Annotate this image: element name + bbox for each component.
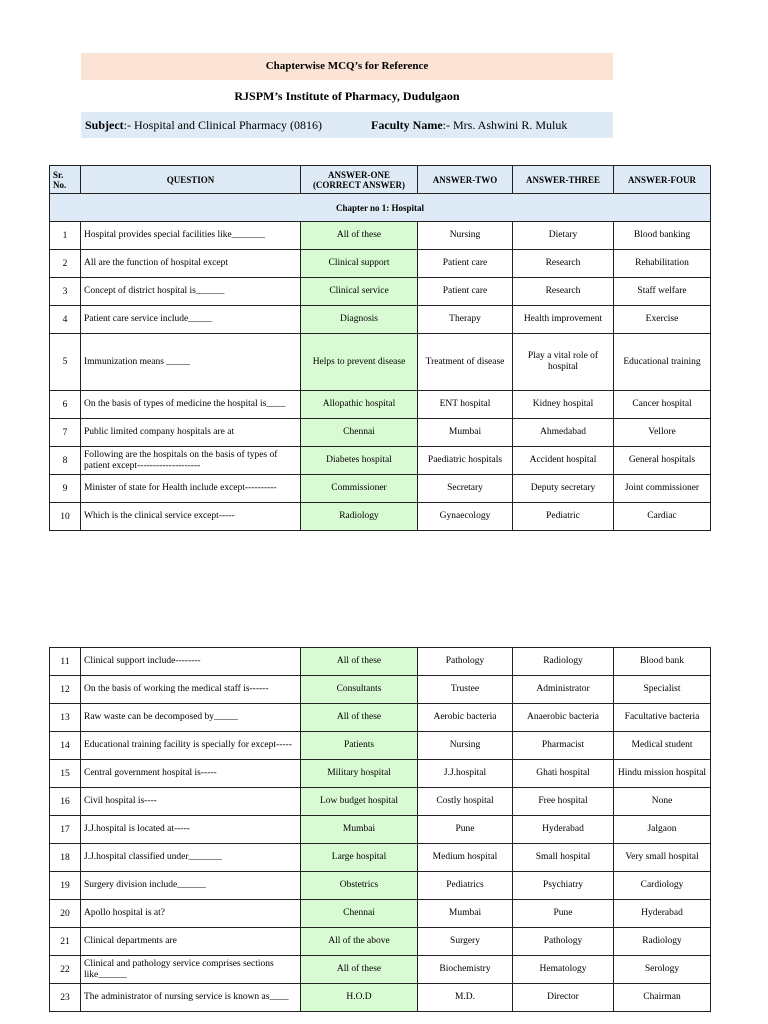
chapter-heading: Chapter no 1: Hospital xyxy=(50,194,711,222)
answer-two: Pune xyxy=(418,816,513,844)
question-row xyxy=(50,334,711,391)
answer-three: Radiology xyxy=(513,648,614,676)
question-row xyxy=(50,956,711,984)
question-text: Hospital provides special facilities like_______ xyxy=(81,222,301,250)
answer-three: Accident hospital xyxy=(513,447,614,475)
question-row xyxy=(50,222,711,250)
answer-three: Research xyxy=(513,278,614,306)
header-sr-no: Sr. No. xyxy=(50,166,81,194)
question-text: The administrator of nursing service is known as____ xyxy=(81,984,301,1012)
question-row xyxy=(50,648,711,676)
answer-one-correct: Diabetes hospital xyxy=(301,447,418,475)
answer-one-correct: Military hospital xyxy=(301,760,418,788)
answer-three: Small hospital xyxy=(513,844,614,872)
answer-two: Aerobic bacteria xyxy=(418,704,513,732)
question-number: 4 xyxy=(50,306,81,334)
question-text: All are the function of hospital except xyxy=(81,250,301,278)
question-number: 11 xyxy=(50,648,81,676)
subject-label: Subject xyxy=(85,118,124,132)
question-number: 8 xyxy=(50,447,81,475)
mcq-table-chapter-1 xyxy=(49,165,711,531)
answer-two: Paediatric hospitals xyxy=(418,447,513,475)
answer-two: ENT hospital xyxy=(418,391,513,419)
answer-three: Kidney hospital xyxy=(513,391,614,419)
question-row xyxy=(50,475,711,503)
answer-four: None xyxy=(614,788,711,816)
question-row xyxy=(50,816,711,844)
answer-one-correct: H.O.D xyxy=(301,984,418,1012)
faculty-label: Faculty Name xyxy=(371,118,443,132)
answer-four: Exercise xyxy=(614,306,711,334)
answer-two: Mumbai xyxy=(418,419,513,447)
answer-four: Radiology xyxy=(614,928,711,956)
answer-one-correct: Mumbai xyxy=(301,816,418,844)
answer-one-correct: All of the above xyxy=(301,928,418,956)
answer-two: Nursing xyxy=(418,732,513,760)
institute-name: RJSPM’s Institute of Pharmacy, Dudulgaon xyxy=(234,89,460,103)
answer-four: General hospitals xyxy=(614,447,711,475)
question-number: 22 xyxy=(50,956,81,984)
question-text: Central government hospital is----- xyxy=(81,760,301,788)
answer-one-correct: All of these xyxy=(301,704,418,732)
question-text: Minister of state for Health include except---------- xyxy=(81,475,301,503)
answer-one-correct: Consultants xyxy=(301,676,418,704)
answer-three: Psychiatry xyxy=(513,872,614,900)
answer-two: Pathology xyxy=(418,648,513,676)
answer-three: Pune xyxy=(513,900,614,928)
question-text: J.J.hospital is located at----- xyxy=(81,816,301,844)
answer-two: Nursing xyxy=(418,222,513,250)
question-text: Patient care service include_____ xyxy=(81,306,301,334)
question-number: 9 xyxy=(50,475,81,503)
question-row xyxy=(50,704,711,732)
answer-one-correct: Allopathic hospital xyxy=(301,391,418,419)
question-number: 2 xyxy=(50,250,81,278)
answer-four: Very small hospital xyxy=(614,844,711,872)
question-text: Following are the hospitals on the basis of types of patient except-------------------- xyxy=(81,447,301,475)
answer-one-correct: Commissioner xyxy=(301,475,418,503)
answer-two: Trustee xyxy=(418,676,513,704)
question-number: 15 xyxy=(50,760,81,788)
answer-three: Play a vital role of hospital xyxy=(513,334,614,391)
answer-two: Gynaecology xyxy=(418,503,513,531)
answer-two: Pediatrics xyxy=(418,872,513,900)
question-text: Which is the clinical service except----- xyxy=(81,503,301,531)
answer-four: Hyderabad xyxy=(614,900,711,928)
question-row xyxy=(50,844,711,872)
table-header-row xyxy=(50,166,711,194)
answer-two: Therapy xyxy=(418,306,513,334)
faculty-line xyxy=(371,112,567,138)
answer-three: Free hospital xyxy=(513,788,614,816)
answer-one-correct: Chennai xyxy=(301,419,418,447)
question-text: Immunization means _____ xyxy=(81,334,301,391)
question-number: 18 xyxy=(50,844,81,872)
answer-two: M.D. xyxy=(418,984,513,1012)
subject-line xyxy=(85,112,322,138)
question-text: Clinical and pathology service comprises sections like______ xyxy=(81,956,301,984)
answer-three: Hematology xyxy=(513,956,614,984)
answer-four: Vellore xyxy=(614,419,711,447)
question-number: 21 xyxy=(50,928,81,956)
answer-four: Jalgaon xyxy=(614,816,711,844)
answer-one-correct: Radiology xyxy=(301,503,418,531)
answer-one-correct: Large hospital xyxy=(301,844,418,872)
question-text: Civil hospital is---- xyxy=(81,788,301,816)
question-text: Surgery division include______ xyxy=(81,872,301,900)
chapter-heading-row xyxy=(50,194,711,222)
answer-three: Pathology xyxy=(513,928,614,956)
question-row xyxy=(50,984,711,1012)
question-number: 20 xyxy=(50,900,81,928)
question-row xyxy=(50,900,711,928)
question-text: Educational training facility is specially for except----- xyxy=(81,732,301,760)
answer-four: Cardiology xyxy=(614,872,711,900)
mcq-table-continued xyxy=(49,647,711,1012)
answer-two: Surgery xyxy=(418,928,513,956)
answer-two: Medium hospital xyxy=(418,844,513,872)
question-text: On the basis of types of medicine the hospital is____ xyxy=(81,391,301,419)
question-number: 17 xyxy=(50,816,81,844)
answer-one-correct: Low budget hospital xyxy=(301,788,418,816)
answer-two: Secretary xyxy=(418,475,513,503)
question-number: 13 xyxy=(50,704,81,732)
question-text: On the basis of working the medical staff is------ xyxy=(81,676,301,704)
subject-faculty-bar xyxy=(81,112,613,138)
answer-two: Mumbai xyxy=(418,900,513,928)
document-title: Chapterwise MCQ’s for Reference xyxy=(81,53,613,80)
answer-one-correct: All of these xyxy=(301,648,418,676)
answer-three: Pediatric xyxy=(513,503,614,531)
question-row xyxy=(50,278,711,306)
answer-two: Treatment of disease xyxy=(418,334,513,391)
answer-two: J.J.hospital xyxy=(418,760,513,788)
question-number: 12 xyxy=(50,676,81,704)
faculty-value: :- Mrs. Ashwini R. Muluk xyxy=(442,118,568,132)
question-row xyxy=(50,503,711,531)
question-text: J.J.hospital classified under_______ xyxy=(81,844,301,872)
answer-three: Hyderabad xyxy=(513,816,614,844)
answer-two: Patient care xyxy=(418,278,513,306)
question-number: 10 xyxy=(50,503,81,531)
header-answer-four: ANSWER-FOUR xyxy=(614,166,711,194)
question-row xyxy=(50,788,711,816)
header-answer-three: ANSWER-THREE xyxy=(513,166,614,194)
question-text: Clinical support include-------- xyxy=(81,648,301,676)
question-row xyxy=(50,447,711,475)
question-text: Public limited company hospitals are at xyxy=(81,419,301,447)
question-row xyxy=(50,391,711,419)
question-number: 7 xyxy=(50,419,81,447)
answer-two: Biochemistry xyxy=(418,956,513,984)
answer-three: Ghati hospital xyxy=(513,760,614,788)
header-question: QUESTION xyxy=(81,166,301,194)
answer-one-correct: Helps to prevent disease xyxy=(301,334,418,391)
answer-three: Health improvement xyxy=(513,306,614,334)
answer-four: Hindu mission hospital xyxy=(614,760,711,788)
answer-one-correct: Clinical support xyxy=(301,250,418,278)
question-row xyxy=(50,760,711,788)
answer-two: Costly hospital xyxy=(418,788,513,816)
answer-four: Chairman xyxy=(614,984,711,1012)
answer-four: Blood bank xyxy=(614,648,711,676)
question-text: Apollo hospital is at? xyxy=(81,900,301,928)
answer-one-correct: Obstetrics xyxy=(301,872,418,900)
answer-three: Administrator xyxy=(513,676,614,704)
subject-value: :- Hospital and Clinical Pharmacy (0816) xyxy=(123,118,322,132)
answer-one-correct: All of these xyxy=(301,222,418,250)
question-row xyxy=(50,250,711,278)
question-row xyxy=(50,732,711,760)
question-number: 1 xyxy=(50,222,81,250)
question-row xyxy=(50,928,711,956)
question-number: 6 xyxy=(50,391,81,419)
question-text: Concept of district hospital is______ xyxy=(81,278,301,306)
answer-three: Ahmedabad xyxy=(513,419,614,447)
question-text: Clinical departments are xyxy=(81,928,301,956)
question-number: 23 xyxy=(50,984,81,1012)
header-answer-two: ANSWER-TWO xyxy=(418,166,513,194)
question-number: 5 xyxy=(50,334,81,391)
question-row xyxy=(50,306,711,334)
answer-one-correct: Clinical service xyxy=(301,278,418,306)
answer-three: Anaerobic bacteria xyxy=(513,704,614,732)
question-row xyxy=(50,872,711,900)
question-text: Raw waste can be decomposed by_____ xyxy=(81,704,301,732)
answer-three: Pharmacist xyxy=(513,732,614,760)
answer-four: Staff welfare xyxy=(614,278,711,306)
answer-one-correct: Patients xyxy=(301,732,418,760)
answer-four: Educational training xyxy=(614,334,711,391)
question-number: 16 xyxy=(50,788,81,816)
answer-one-correct: Diagnosis xyxy=(301,306,418,334)
answer-two: Patient care xyxy=(418,250,513,278)
question-number: 19 xyxy=(50,872,81,900)
question-number: 14 xyxy=(50,732,81,760)
answer-four: Cardiac xyxy=(614,503,711,531)
answer-one-correct: All of these xyxy=(301,956,418,984)
answer-four: Cancer hospital xyxy=(614,391,711,419)
answer-four: Joint commissioner xyxy=(614,475,711,503)
answer-one-correct: Chennai xyxy=(301,900,418,928)
question-row xyxy=(50,676,711,704)
answer-three: Research xyxy=(513,250,614,278)
answer-four: Rehabilitation xyxy=(614,250,711,278)
answer-three: Dietary xyxy=(513,222,614,250)
answer-four: Specialist xyxy=(614,676,711,704)
question-row xyxy=(50,419,711,447)
header-answer-one: ANSWER-ONE (CORRECT ANSWER) xyxy=(301,166,418,194)
answer-three: Deputy secretary xyxy=(513,475,614,503)
answer-four: Medical student xyxy=(614,732,711,760)
answer-four: Facultative bacteria xyxy=(614,704,711,732)
answer-four: Blood banking xyxy=(614,222,711,250)
answer-three: Director xyxy=(513,984,614,1012)
question-number: 3 xyxy=(50,278,81,306)
answer-four: Serology xyxy=(614,956,711,984)
